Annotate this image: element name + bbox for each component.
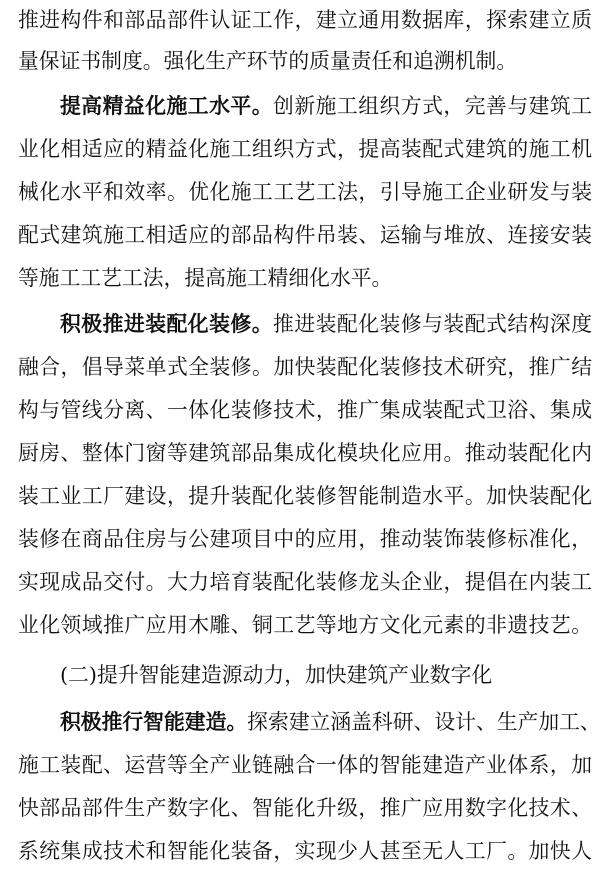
text-line: 装工业工厂建设，提升装配化装修智能制造水平。加快装配化: [18, 484, 592, 508]
paragraph-text: 探索建立涵盖科研、设计、生产加工、: [247, 710, 601, 734]
paragraph-text: 推进装配化装修与装配式结构深度: [273, 312, 593, 336]
paragraph-first-line: [18, 304, 592, 344]
paragraph-heading: 提高精益化施工水平。: [60, 93, 274, 118]
text-line: 械化水平和效率。优化施工工艺工法，引导施工企业研发与装: [18, 180, 592, 204]
text-line: 构与管线分离、一体化装修技术，推广集成装配式卫浴、集成: [18, 398, 592, 422]
text-line: 快部品部件生产数字化、智能化升级，推广应用数字化技术、: [18, 796, 592, 820]
text-line: 业化相适应的精益化施工组织方式，提高装配式建筑的施工机: [18, 137, 592, 161]
section-title: (二)提升智能建造源动力，加快建筑产业数字化: [60, 663, 493, 687]
text-line: 量保证书制度。强化生产环节的质量责任和追溯机制。: [18, 49, 518, 73]
paragraph-text: 创新施工组织方式，完善与建筑工: [273, 94, 593, 118]
text-line: 配式建筑施工相适应的部品构件吊装、运输与堆放、连接安装: [18, 223, 592, 247]
text-line: 实现成品交付。大力培育装配化装修龙头企业，提倡在内装工: [18, 570, 592, 594]
text-line: 系统集成技术和智能化装备，实现少人甚至无人工厂。加快人: [18, 839, 592, 863]
text-line: 厨房、整体门窗等建筑部品集成化模块化应用。推动装配化内: [18, 441, 592, 465]
text-line: 业化领域推广应用木雕、铜工艺等地方文化元素的非遗技艺。: [18, 613, 592, 637]
text-line: 等施工工艺工法，提高施工精细化水平。: [18, 266, 393, 290]
text-line: 推进构件和部品部件认证工作，建立通用数据库，探索建立质: [18, 8, 592, 32]
text-line: 施工装配、运营等全产业链融合一体的智能建造产业体系，加: [18, 753, 592, 777]
text-line: 融合，倡导菜单式全装修。加快装配化装修技术研究，推广结: [18, 355, 592, 379]
paragraph-heading: 积极推进装配化装修。: [60, 311, 274, 336]
paragraph-first-line: [18, 86, 592, 126]
paragraph-heading: 积极推行智能建造。: [60, 709, 248, 734]
paragraph-first-line: [18, 702, 601, 742]
text-line: 装修在商品住房与公建项目中的应用，推动装饰装修标准化，: [18, 527, 592, 551]
